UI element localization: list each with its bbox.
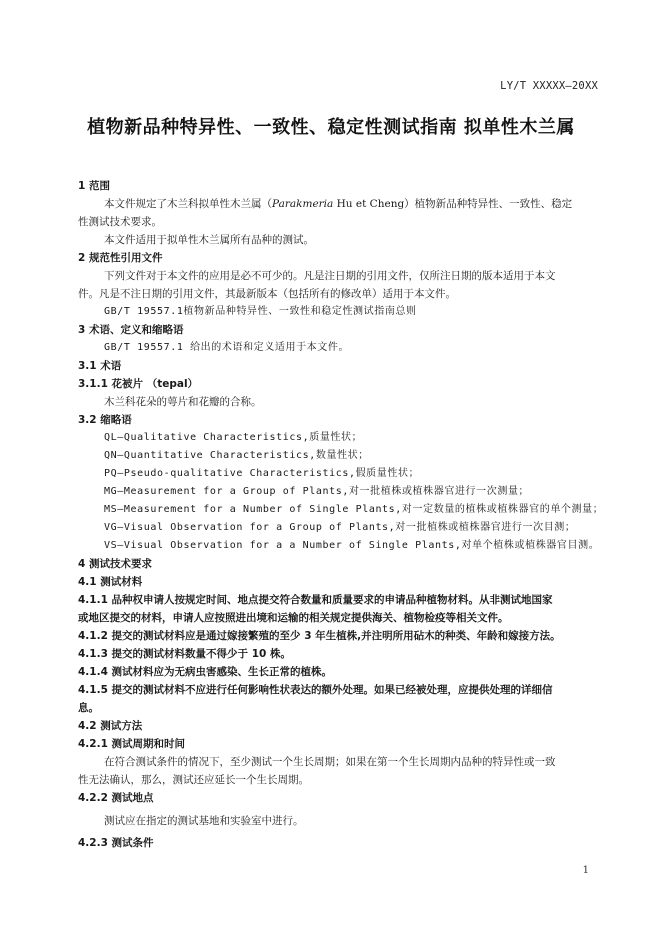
section-2-para-1: 下列文件对于本文件的应用是必不可少的。凡是注日期的引用文件，仅所注日期的版本适用于本文 — [104, 270, 556, 282]
clause-4-1-3: 4.1.3 提交的测试材料数量不得少于 10 株。 — [78, 648, 291, 660]
section-2-para-1-cont: 件。凡是不注日期的引用文件，其最新版本（包括所有的修改单）适用于本文件。 — [78, 288, 456, 300]
section-3-1-1-heading: 3.1.1 花被片 （tepal） — [78, 378, 199, 390]
latin-genus-name: Parakmeria — [272, 198, 334, 210]
abbreviation-item: PQ—Pseudo-qualitative Characteristics,假质量性状； — [104, 468, 420, 479]
abbreviation-item: MG—Measurement for a Group of Plants,对一批植株或植株器官进行一次测量； — [104, 486, 530, 497]
section-2-heading: 2 规范性引用文件 — [78, 252, 163, 264]
section-4-2-2-heading: 4.2.2 测试地点 — [78, 792, 154, 804]
standard-code: LY/T XXXXX—20XX — [500, 80, 598, 92]
clause-4-2-2-para: 测试应在指定的测试基地和实验室中进行。 — [104, 815, 304, 827]
section-4-2-heading: 4.2 测试方法 — [78, 720, 143, 732]
section-3-1-1-definition: 木兰科花朵的萼片和花瓣的合称。 — [104, 396, 262, 408]
section-1-heading: 1 范围 — [78, 180, 110, 192]
document-title: 植物新品种特异性、一致性、稳定性测试指南 拟单性木兰属 — [87, 117, 575, 138]
section-4-2-1-heading: 4.2.1 测试周期和时间 — [78, 738, 186, 750]
section-1-para-1-cont: 性测试技术要求。 — [78, 216, 162, 228]
clause-4-1-5: 4.1.5 提交的测试材料不应进行任何影响性状表达的额外处理。如果已经被处理，应提供处理的详细信 — [78, 684, 553, 696]
abbreviation-item: MS—Measurement for a Number of Single Plants,对一定数量的植株或植株器官的单个测量； — [104, 504, 604, 515]
section-3-heading: 3 术语、定义和缩略语 — [78, 324, 184, 336]
section-3-2-heading: 3.2 缩略语 — [78, 414, 132, 426]
clause-4-1-1: 4.1.1 品种权申请人按规定时间、地点提交符合数量和质量要求的申请品种植物材料。从非测试地国家 — [78, 594, 553, 606]
clause-4-1-1-cont: 或地区提交的材料，申请人应按照进出境和运输的相关规定提供海关、植物检疫等相关文件。 — [78, 612, 509, 624]
abbreviation-item: QL—Qualitative Characteristics,质量性状； — [104, 432, 363, 443]
abbreviation-item: VG—Visual Observation for a Group of Plants,对一批植株或植株器官进行一次目测； — [104, 522, 576, 533]
clause-4-1-2: 4.1.2 提交的测试材料应是通过嫁接繁殖的至少 3 年生植株,并注明所用砧木的种类、年龄和嫁接方法。 — [78, 630, 561, 642]
clause-4-1-5-cont: 息。 — [78, 702, 99, 714]
section-4-heading: 4 测试技术要求 — [78, 558, 152, 570]
clause-4-1-4: 4.1.4 测试材料应为无病虫害感染、生长正常的植株。 — [78, 666, 333, 678]
page-number: 1 — [582, 865, 589, 876]
abbreviation-item: QN—Quantitative Characteristics,数量性状； — [104, 450, 369, 461]
section-1-para-2: 本文件适用于拟单性木兰属所有品种的测试。 — [104, 234, 314, 246]
clause-4-2-1-para-cont: 性无法确认，那么，测试还应延长一个生长周期。 — [78, 774, 309, 786]
section-3-1-heading: 3.1 术语 — [78, 360, 122, 372]
clause-4-2-1-para: 在符合测试条件的情况下，至少测试一个生长周期；如果在第一个生长周期内品种的特异性或一致 — [104, 756, 556, 768]
section-4-2-3-heading: 4.2.3 测试条件 — [78, 837, 154, 849]
section-2-reference: GB/T 19557.1植物新品种特异性、一致性和稳定性测试指南总则 — [104, 306, 417, 317]
section-3-para-1: GB/T 19557.1 给出的术语和定义适用于本文件。 — [104, 342, 350, 353]
abbreviation-item: VS—Visual Observation for a a Number of Single Plants,对单个植株或植株器官目测。 — [104, 540, 600, 551]
section-1-para-1: 本文件规定了木兰科拟单性木兰属（Parakmeria Hu et Cheng）植物新品种特异性、一致性、稳定 — [104, 198, 573, 210]
section-4-1-heading: 4.1 测试材料 — [78, 576, 143, 588]
